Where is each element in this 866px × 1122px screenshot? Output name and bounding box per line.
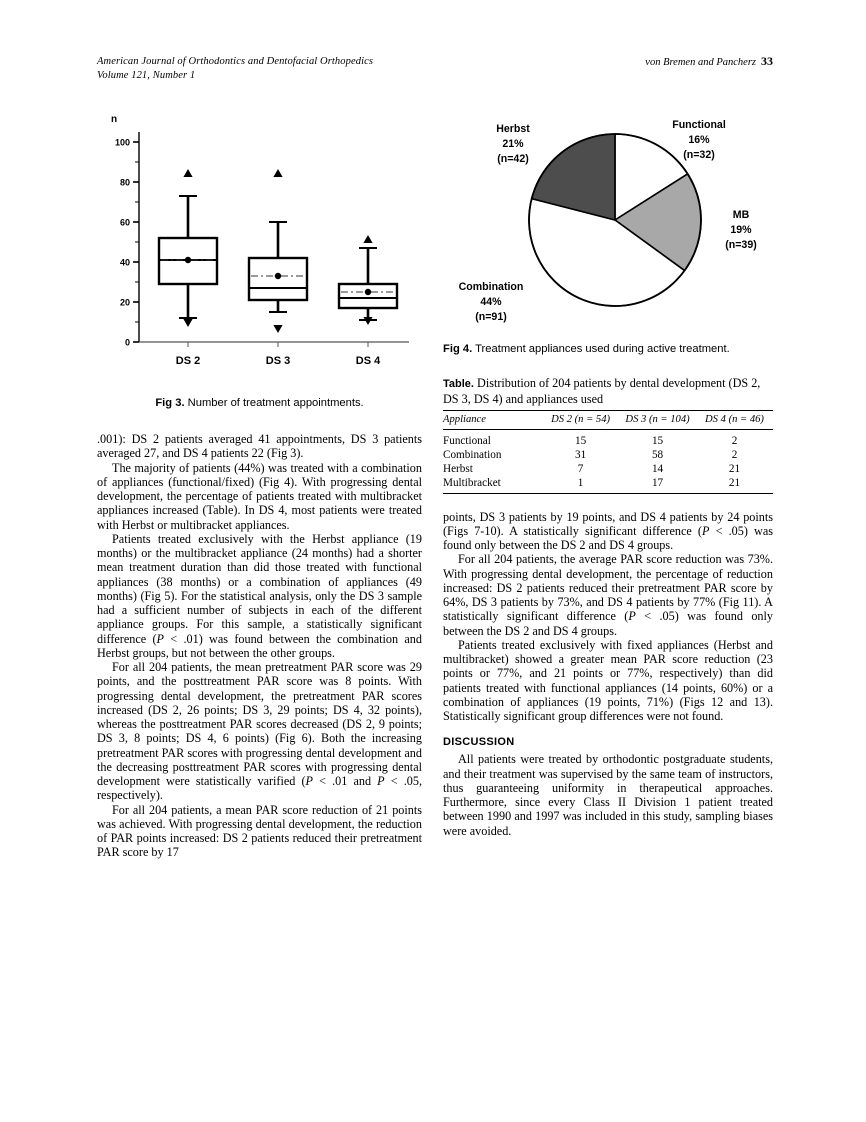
volume-issue: Volume 121, Number 1 bbox=[97, 69, 196, 81]
svg-text:DS 4: DS 4 bbox=[355, 355, 381, 367]
paragraph-right-3: Patients treated exclusively with fixed appliances (Herbst and multibracket) showed a greater mean PAR score reduction (23 points or 77%, and 21 points or 77%, respectively) than did patients treated with functional appliances (14 points, 60%) or a combination of appliances (19 points, 71%) (Figs 12 and 13). Statistically significant group differences were not found. bbox=[443, 637, 773, 724]
svg-text:20: 20 bbox=[119, 297, 130, 308]
boxplot-boxes bbox=[159, 169, 397, 333]
page-number: 33 bbox=[761, 54, 773, 68]
svg-text:Combination: Combination bbox=[458, 281, 524, 293]
svg-text:60: 60 bbox=[119, 217, 130, 228]
table-row bbox=[443, 476, 773, 493]
boxplot-y-axis-label: n bbox=[111, 114, 118, 125]
svg-text:80: 80 bbox=[119, 177, 130, 188]
boxplot-svg bbox=[97, 110, 422, 390]
svg-text:(n=39): (n=39) bbox=[725, 239, 757, 251]
svg-text:DS 3: DS 3 bbox=[265, 355, 291, 367]
svg-text:(n=91): (n=91) bbox=[475, 311, 507, 323]
figure-3-caption bbox=[97, 396, 422, 410]
right-column bbox=[443, 110, 773, 838]
piechart-svg bbox=[443, 110, 773, 338]
table-row bbox=[443, 448, 773, 462]
table-row bbox=[443, 462, 773, 476]
cell-appliance: Herbst bbox=[443, 462, 473, 475]
figure-3-boxplot bbox=[97, 110, 422, 390]
table-col-ds2: DS 2 (n = 54) bbox=[542, 411, 619, 430]
cell-ds2: 15 bbox=[574, 435, 587, 448]
svg-text:Herbst: Herbst bbox=[496, 123, 530, 135]
table-col-appliance: Appliance bbox=[443, 411, 542, 430]
cell-ds2: 1 bbox=[542, 476, 619, 493]
running-head bbox=[97, 55, 773, 82]
boxplot-y-tick-labels bbox=[115, 137, 130, 347]
paragraph-discussion-1: All patients were treated by orthodontic postgraduate students, and their treatment was supervised by the same team of instructors, thus guaranteeing uniformity in therapeutical approaches. Furthermore, since every Class II Division 1 patient treated between 1990 and 1997 was included in this study, sampling biases were avoided. bbox=[443, 752, 773, 838]
figure-4-caption-label: Fig 4. bbox=[443, 343, 473, 355]
svg-text:16%: 16% bbox=[688, 134, 710, 146]
boxplot-x-tick-labels bbox=[176, 355, 381, 367]
table-title-text: Distribution of 204 patients by dental development (DS 2, DS 3, DS 4) and appliances used bbox=[443, 376, 761, 406]
cell-ds4: 21 bbox=[728, 462, 741, 475]
discussion-heading: DISCUSSION bbox=[443, 736, 515, 749]
table-title bbox=[443, 376, 773, 406]
figure-3-caption-label: Fig 3. bbox=[155, 397, 185, 409]
svg-text:(n=32): (n=32) bbox=[683, 149, 715, 161]
svg-text:40: 40 bbox=[119, 257, 130, 268]
pie-slices bbox=[529, 134, 701, 306]
svg-text:(n=42): (n=42) bbox=[497, 153, 529, 165]
running-head-left bbox=[97, 55, 373, 82]
cell-ds2: 31 bbox=[574, 448, 587, 461]
figure-3-caption-text: Number of treatment appointments. bbox=[184, 397, 364, 409]
paragraph-right-2: For all 204 patients, the average PAR score reduction was 73%. With progressing dental development, the percentage of reduction increased: DS 2 patients reduced their pretreatment PAR score by 64%, DS 3 patients by 73%, and DS 4 patients by 77% (Fig 11). A statistically significant difference (P < .05) was found only between the DS 2 and DS 4 groups. bbox=[443, 552, 773, 638]
cell-ds4: 2 bbox=[731, 448, 738, 461]
svg-text:21%: 21% bbox=[502, 138, 524, 150]
paragraph-right-1: points, DS 3 patients by 19 points, and DS 4 patients by 24 points (Figs 7-10). A statistically significant difference (P < .05) was found only between the DS 2 and DS 4 groups. bbox=[443, 509, 774, 553]
table-label: Table. bbox=[443, 378, 474, 390]
svg-text:100: 100 bbox=[114, 137, 130, 148]
svg-text:0: 0 bbox=[124, 337, 130, 348]
table-body bbox=[443, 430, 773, 493]
figure-4-caption bbox=[443, 342, 773, 356]
figure-4-caption-text: Treatment appliances used during active treatment. bbox=[472, 343, 730, 355]
cell-appliance: Combination bbox=[443, 448, 502, 461]
paragraph-left-2: The majority of patients (44%) was treated with a combination of appliances (functional/fixed) (Fig 4). With progressing dental development, the percentage of patients treated with multibracket appliances increased (Table). In DS 4, most patients were treated with Herbst or multibracket appliances. bbox=[97, 460, 422, 532]
cell-ds4: 2 bbox=[731, 435, 738, 448]
table-header-row bbox=[443, 411, 773, 430]
table-row bbox=[443, 430, 773, 448]
table-col-ds4: DS 4 (n = 46) bbox=[696, 411, 773, 430]
table-header bbox=[443, 411, 773, 430]
cell-appliance: Functional bbox=[443, 435, 491, 448]
cell-ds3: 17 bbox=[619, 476, 696, 493]
paragraph-left-3: Patients treated exclusively with the Herbst appliance (19 months) or the multibracket appliance (24 months) had a shorter mean treatment duration than did those treated with functional appliances (38 months) or a combination of appliances (49 months) (Fig 5). For the statistical analysis, only the DS 3 sample had a sufficient number of subjects in each of the different appliance groups. For this sample, a statistically significant difference (P < .01) was found between the combination and Herbst groups, but not between the other groups. bbox=[97, 531, 422, 660]
svg-text:MB: MB bbox=[732, 209, 750, 221]
left-column bbox=[97, 110, 422, 860]
cell-ds3: 14 bbox=[651, 462, 664, 475]
cell-appliance: Multibracket bbox=[443, 476, 542, 493]
svg-text:19%: 19% bbox=[730, 224, 752, 236]
figure-4-piechart bbox=[443, 110, 773, 338]
cell-ds3: 15 bbox=[651, 435, 664, 448]
paragraph-left-1: .001): DS 2 patients averaged 41 appointments, DS 3 patients averaged 27, and DS 4 patients 22 (Fig 3). bbox=[97, 432, 422, 461]
running-head-right bbox=[645, 55, 773, 70]
paragraph-left-5: For all 204 patients, a mean PAR score reduction of 21 points was achieved. With progressing dental development, the reduction of PAR points increased: DS 2 patients reduced their pretreatment PAR score by 17 bbox=[97, 802, 422, 860]
journal-name: American Journal of Orthodontics and Dentofacial Orthopedics bbox=[97, 56, 374, 67]
cell-ds4: 21 bbox=[696, 476, 773, 493]
author-names: von Bremen and Pancherz bbox=[645, 57, 756, 68]
svg-text:DS 2: DS 2 bbox=[175, 355, 201, 367]
table-col-ds3: DS 3 (n = 104) bbox=[619, 411, 696, 430]
cell-ds3: 58 bbox=[651, 448, 664, 461]
distribution-table bbox=[443, 410, 773, 493]
cell-ds2: 7 bbox=[577, 462, 584, 475]
paragraph-left-4: For all 204 patients, the mean pretreatment PAR score was 29 points, and the posttreatment PAR score was 8 points. With progressing dental development, the pretreatment PAR scores increased (DS 2, 26 points; DS 3, 29 points; DS 4, 32 points), whereas the posttreatment PAR scores decreased (DS 2, 9 points; DS 3, 8 points; DS 4, 6 points) (Fig 6). Both the increasing pretreatment PAR scores with progressing dental development and the decreasing posttreatment PAR scores with progressing dental development were statistically varified (P < .01 and P < .05, respectively). bbox=[97, 660, 422, 803]
svg-text:Functional: Functional bbox=[672, 119, 726, 131]
svg-text:44%: 44% bbox=[480, 296, 502, 308]
